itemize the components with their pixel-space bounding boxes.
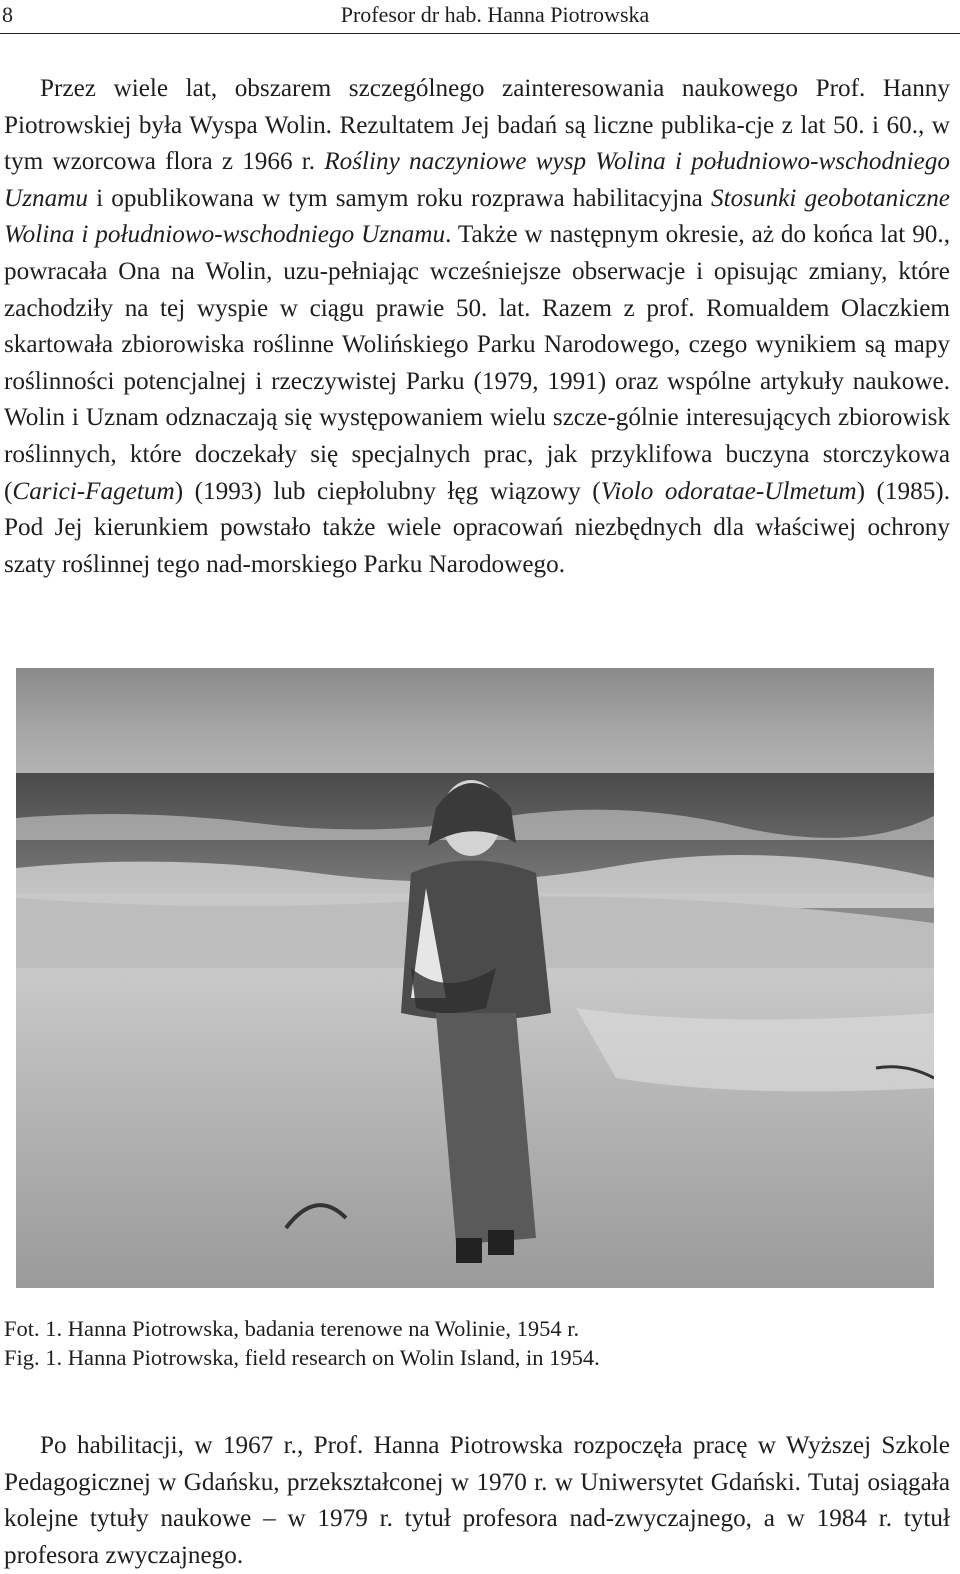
figure-caption-pl: Fot. 1. Hanna Piotrowska, badania terenowe na Wolinie, 1954 r. (4, 1316, 580, 1341)
paragraph-wolin-research (4, 71, 950, 583)
text-run: Przez wiele lat, obszarem szczególnego zainteresowania naukowego Prof. Hanny Piotrowskiej była Wyspa Wolin. Rezultatem Jej badań są liczne publika-cje z lat 50. i 60., w tym wzorcowa flora z 1966 r. (4, 75, 950, 176)
text-run: ) (1985). Pod Jej kierunkiem powstało także wiele opracowań niezbędnych dla właściwej ochrony szaty roślinnej tego nad-morskiego Parku Narodowego. (4, 477, 950, 578)
water-sheen (576, 1008, 934, 1091)
italic-title: Rośliny naczyniowe wysp Wolina i południowo-wschodniego Uznamu (4, 148, 950, 212)
header-rule (0, 33, 960, 34)
figure-photo (16, 668, 934, 1288)
text-run: . Także w następnym okresie, aż do końca lat 90., powracała Ona na Wolin, uzu-pełniając wcześniejsze obserwacje i opisując zmiany, które zachodziły na tej wyspie w ciągu prawie 50. lat. Razem z prof. Romualdem Olaczkiem skartowała zbiorowiska roślinne Wolińskiego Parku Narodowego, czego wynikiem są mapy roślinności potencjalnej i rzeczywistej Parku (1979, 1991) oraz wspólne artykuły naukowe. Wolin i Uznam odznaczają się występowaniem wielu szcze-gólnie interesujących zbiorowisk roślinnych, które doczekały się specjalnych prac, jak przyklifowa buczyna storczykowa ( (4, 221, 950, 505)
italic-title: Stosunki geobotaniczne Wolina i południowo-wschodniego Uznamu (4, 184, 950, 249)
italic-latin-name: Carici-Fagetum (12, 477, 175, 505)
figure-caption-en: Fig. 1. Hanna Piotrowska, field research on Wolin Island, in 1954. (4, 1345, 600, 1370)
page-number: 8 (2, 2, 13, 27)
paragraph-habilitation: Po habilitacji, w 1967 r., Prof. Hanna Piotrowska rozpoczęła pracę w Wyższej Szkole Pedagogicznej w Gdańsku, przekształconej w 1970 r. w Uniwersytet Gdański. Tutaj osiągała kolejne tytuły naukowe – w 1979 r. tytuł profesora nad-zwyczajnego, a w 1984 r. tytuł profesora zwyczajnego. (4, 1432, 950, 1569)
beach-photo-illustration (16, 668, 934, 1288)
running-title: Profesor dr hab. Hanna Piotrowska (340, 2, 650, 27)
text-run: i opublikowana w tym samym roku rozprawa habilitacyjna (87, 184, 711, 212)
page-header (0, 0, 960, 34)
italic-latin-name: Violo odoratae-Ulmetum (600, 477, 857, 505)
sky (16, 668, 934, 788)
text-run: ) (1993) lub ciepłolubny łęg wiązowy ( (174, 477, 601, 505)
